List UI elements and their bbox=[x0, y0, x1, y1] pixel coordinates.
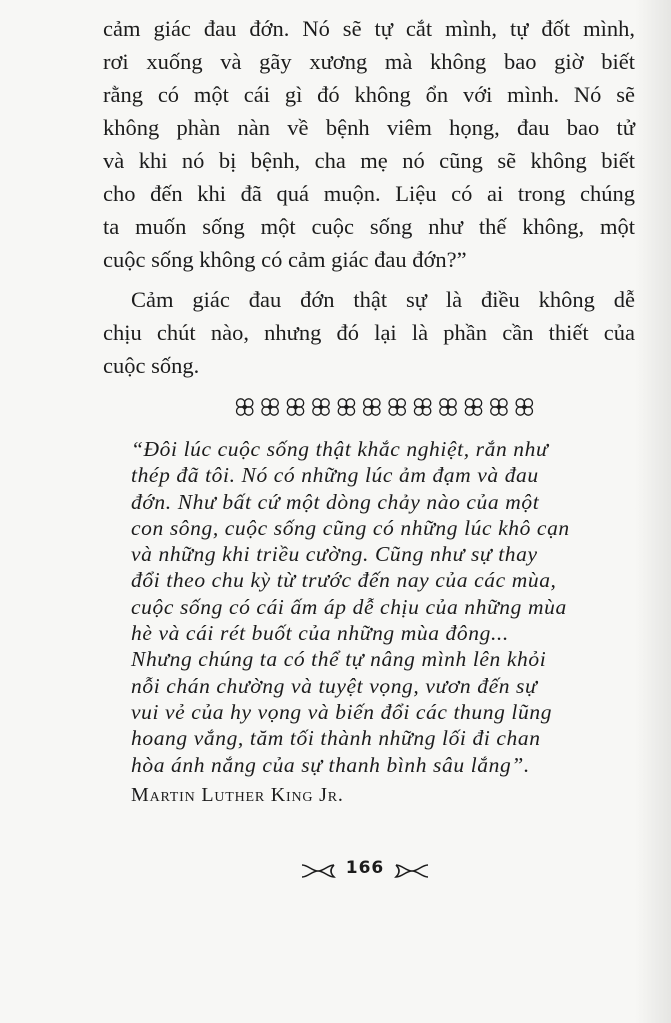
quote-line: hòa ánh nắng của sự thanh bình sâu lắng”. bbox=[131, 752, 530, 777]
paragraph-2 bbox=[103, 283, 635, 382]
paragraph-1 bbox=[103, 12, 635, 276]
body-text bbox=[103, 12, 635, 382]
quote-line: vui vẻ của hy vọng và biến đổi các thung lũng bbox=[131, 699, 553, 724]
text-line: chịu chút nào, nhưng đó lại là phần cần thiết của bbox=[103, 320, 635, 345]
page-number: 166 bbox=[345, 858, 385, 878]
quote-line: thép đã tôi. Nó có những lúc ảm đạm và đau bbox=[131, 463, 539, 488]
quote-line: con sông, cuộc sống cũng có những lúc khô cạn bbox=[131, 515, 570, 540]
flower-ornament-icon bbox=[237, 399, 253, 415]
page-edge-shadow bbox=[635, 0, 671, 1023]
flower-ornament-icon bbox=[516, 399, 532, 415]
quote-line: nỗi chán chường và tuyệt vọng, vươn đến sự bbox=[131, 673, 538, 698]
text-line: Cảm giác đau đớn thật sự là điều không dễ bbox=[131, 287, 635, 312]
flower-ornament-icon bbox=[287, 399, 303, 415]
epigraph-quote bbox=[131, 436, 636, 778]
flower-ornament-icon bbox=[440, 399, 456, 415]
flower-ornament-icon bbox=[389, 399, 405, 415]
text-line: cuộc sống. bbox=[103, 353, 200, 378]
text-line: cảm giác đau đớn. Nó sẽ tự cắt mình, tự đốt mình, bbox=[103, 16, 635, 41]
quote-line: “Đôi lúc cuộc sống thật khắc nghiệt, rắn như bbox=[131, 437, 549, 461]
quote-line: Nhưng chúng ta có thể tự nâng mình lên khỏi bbox=[131, 647, 547, 672]
text-line: rằng có một cái gì đó không ổn với mình. Nó sẽ bbox=[103, 82, 635, 107]
text-line: không phàn nàn về bệnh viêm họng, đau bao tử bbox=[103, 115, 635, 140]
flower-ornament-icon bbox=[364, 399, 380, 415]
quote-line: và những khi triều cường. Cũng như sự thay bbox=[131, 542, 538, 567]
quote-line: hè và cái rét buốt của những mùa đông... bbox=[131, 621, 509, 646]
flower-ornament-icon bbox=[262, 399, 278, 415]
quote-line: đổi theo chu kỳ từ trước đến nay của các mùa, bbox=[131, 568, 557, 593]
quote-line: hoang vắng, tăm tối thành những lối đi chan bbox=[131, 726, 541, 751]
text-line: rơi xuống và gãy xương mà không bao giờ biết bbox=[103, 49, 635, 74]
fish-ornament-right-icon bbox=[394, 862, 430, 880]
text-line: và khi nó bị bệnh, cha mẹ nó cũng sẽ không biết bbox=[103, 148, 635, 173]
flower-ornament-icon bbox=[491, 399, 507, 415]
text-line: cuộc sống không có cảm giác đau đớn?” bbox=[103, 247, 467, 272]
floral-divider-icon bbox=[232, 394, 537, 420]
text-line: ta muốn sống một cuộc sống như thế không, một bbox=[103, 214, 635, 239]
fish-ornament-left-icon bbox=[300, 862, 336, 880]
page-footer bbox=[300, 856, 430, 886]
quote-line: cuộc sống có cái ấm áp dễ chịu của những mùa bbox=[131, 594, 567, 619]
text-line: cho đến khi đã quá muộn. Liệu có ai trong chúng bbox=[103, 181, 635, 206]
flower-ornament-icon bbox=[414, 399, 430, 415]
flower-ornament-icon bbox=[313, 399, 329, 415]
flower-ornament-icon bbox=[465, 399, 481, 415]
quote-line: đớn. Như bất cứ một dòng chảy nào của một bbox=[131, 489, 540, 514]
flower-ornament-icon bbox=[338, 399, 354, 415]
quote-author: Martin Luther King Jr. bbox=[131, 784, 344, 806]
